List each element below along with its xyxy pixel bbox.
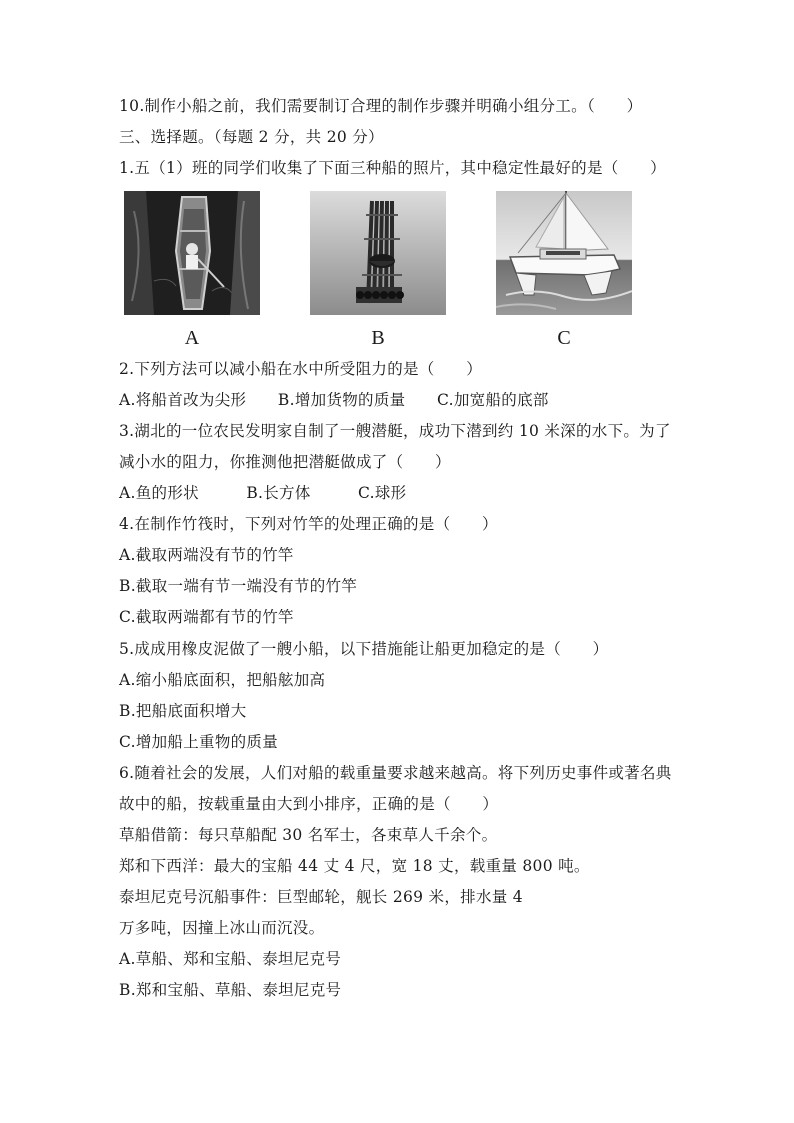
photo-label-c: C [557, 327, 571, 349]
question-6-stem-line-1: 6.随着社会的发展，人们对船的载重量要求越来越高。将下列历史事件或著名典 [119, 764, 672, 782]
wooden-boat-photo [124, 191, 260, 315]
question-2-options: A.将船首改为尖形 B.增加货物的质量 C.加宽船的底部 [119, 391, 549, 409]
bamboo-raft-photo [310, 191, 446, 315]
section-heading: 三、选择题。（每题 2 分，共 20 分） [119, 128, 384, 146]
catamaran-yacht-photo [496, 191, 632, 315]
question-6-fact-1: 草船借箭：每只草船配 30 名军士，各束草人千余个。 [119, 826, 498, 844]
question-5-option-b: B.把船底面积增大 [119, 702, 247, 720]
photo-label-b: B [371, 327, 385, 349]
question-6-fact-3-line-1: 泰坦尼克号沉船事件：巨型邮轮，舰长 269 米，排水量 4 [119, 888, 523, 906]
photo-label-a: A [184, 327, 200, 349]
question-2-stem: 2.下列方法可以减小船在水中所受阻力的是（ ） [119, 360, 482, 378]
question-5-stem: 5.成成用橡皮泥做了一艘小船，以下措施能让船更加稳定的是（ ） [119, 640, 609, 658]
question-6-option-b: B.郑和宝船、草船、泰坦尼克号 [119, 981, 342, 999]
question-3-options: A.鱼的形状 B.长方体 C.球形 [119, 484, 407, 502]
question-10: 10.制作小船之前，我们需要制订合理的制作步骤并明确小组分工。（ ） [119, 97, 643, 115]
question-5-option-a: A.缩小船底面积，把船舷加高 [119, 671, 326, 689]
question-4-stem: 4.在制作竹筏时，下列对竹竿的处理正确的是（ ） [119, 515, 498, 533]
question-6-fact-2: 郑和下西洋：最大的宝船 44 丈 4 尺，宽 18 丈，载重量 800 吨。 [119, 857, 590, 875]
question-6-option-a: A.草船、郑和宝船、泰坦尼克号 [119, 950, 342, 968]
question-1-stem: 1.五（1）班的同学们收集了下面三种船的照片，其中稳定性最好的是（ ） [119, 159, 666, 177]
question-4-option-c: C.截取两端都有节的竹竿 [119, 608, 294, 626]
question-3-stem-line-1: 3.湖北的一位农民发明家自制了一艘潜艇，成功下潜到约 10 米深的水下。为了 [119, 422, 671, 440]
question-4-option-a: A.截取两端没有节的竹竿 [119, 546, 294, 564]
question-6-stem-line-2: 故中的船，按载重量由大到小排序，正确的是（ ） [119, 795, 499, 813]
question-5-option-c: C.增加船上重物的质量 [119, 733, 279, 751]
question-3-stem-line-2: 减小水的阻力，你推测他把潜艇做成了（ ） [119, 453, 451, 471]
question-6-fact-3-line-2: 万多吨，因撞上冰山而沉没。 [119, 919, 325, 937]
question-4-option-b: B.截取一端有节一端没有节的竹竿 [119, 577, 358, 595]
